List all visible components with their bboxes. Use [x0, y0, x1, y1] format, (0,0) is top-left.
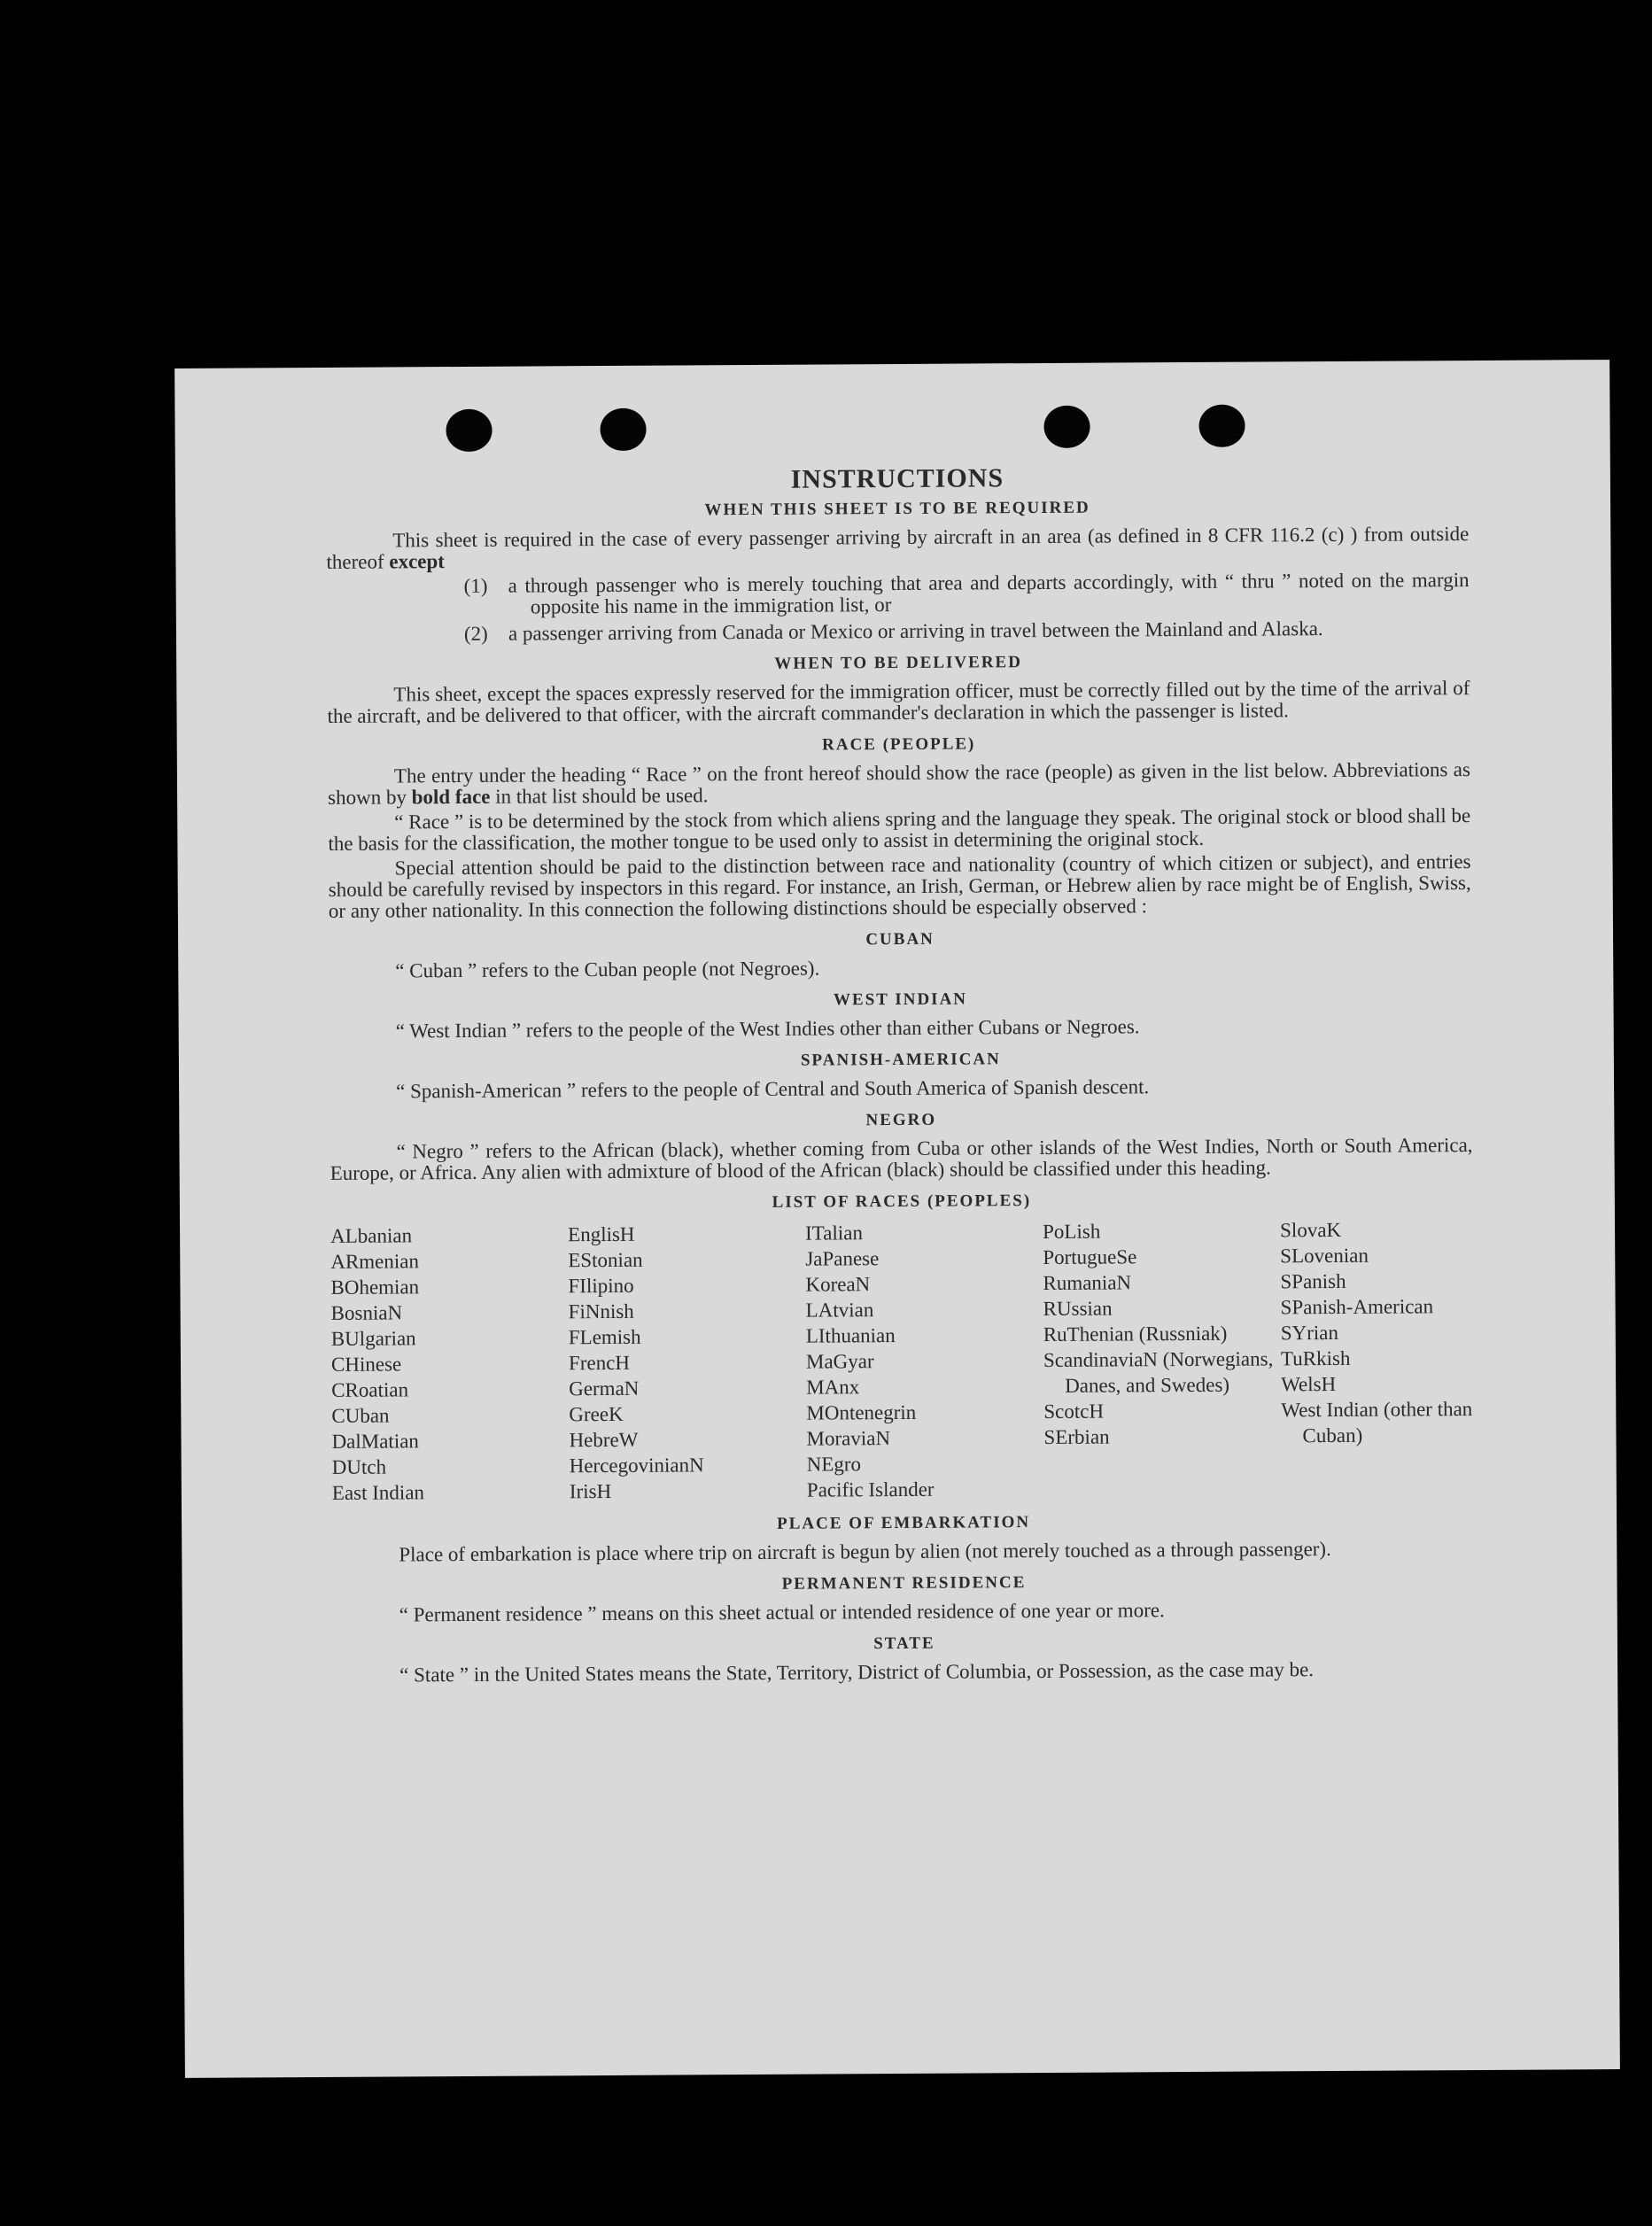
race-entry: KoreaN — [805, 1273, 871, 1296]
race-entry: SlovaK — [1280, 1218, 1342, 1242]
section-heading-races-list: LIST OF RACES (PEOPLES) — [772, 1191, 1032, 1212]
section-heading-negro: NEGRO — [865, 1110, 937, 1130]
races-list — [330, 1216, 1475, 1506]
race-entry: SYrian — [1280, 1321, 1339, 1345]
exception-text: a through passenger who is merely touching that area and departs accordingly, with “ thru ” noted on the margin opposite his name in the immigration list, or — [508, 569, 1470, 618]
bold-face-phrase: bold face — [411, 785, 491, 809]
section-heading-embarkation: PLACE OF EMBARKATION — [777, 1513, 1031, 1533]
race-entry: WelsH — [1281, 1372, 1337, 1396]
section-heading-west-indian: WEST INDIAN — [833, 989, 968, 1010]
spanish-american-paragraph: “ Spanish-American ” refers to the people of Central and South America of Spanish descent. — [396, 1075, 1150, 1103]
delivered-paragraph: This sheet, except the spaces expressly reserved for the immigration officer, must be correctly filled out by the time of the arrival of the aircraft, and be delivered to that officer, with the aircraft commander's declaration in which the passenger is listed. — [327, 677, 1470, 727]
cuban-paragraph: “ Cuban ” refers to the Cuban people (not Negroes). — [395, 957, 820, 982]
exception-item — [464, 570, 1470, 618]
race-entry: FrencH — [568, 1351, 631, 1375]
punch-hole — [1043, 406, 1090, 448]
section-heading-required: WHEN THIS SHEET IS TO BE REQUIRED — [704, 498, 1090, 520]
punch-hole — [446, 409, 492, 452]
race-entry: Pacific Islander — [806, 1478, 935, 1501]
race-entry: PortugueSe — [1043, 1245, 1137, 1268]
section-heading-delivered: WHEN TO BE DELIVERED — [774, 653, 1022, 673]
race-paragraph-1 — [328, 759, 1470, 809]
race-entry: SErbian — [1043, 1425, 1110, 1448]
race-entry: ALbanian — [330, 1224, 413, 1247]
race-p1-end: in that list should be used. — [495, 784, 709, 808]
race-entry: MOntenegrin — [806, 1400, 917, 1424]
section-heading-spanish-american: SPANISH-AMERICAN — [800, 1050, 1001, 1070]
race-entry: East Indian — [331, 1481, 425, 1504]
section-heading-residence: PERMANENT RESIDENCE — [781, 1573, 1027, 1594]
race-entry: CRoatian — [331, 1378, 409, 1401]
race-entry: CHinese — [330, 1353, 402, 1376]
race-entry: IrisH — [569, 1479, 612, 1503]
race-entry: ScandinaviaN (Norwegians, Danes, and Swedes) — [1043, 1347, 1274, 1397]
exception-item — [464, 617, 1470, 645]
race-entry: SPanish — [1280, 1269, 1346, 1293]
race-entry: EStonian — [568, 1248, 643, 1272]
race-entry: LIthuanian — [805, 1324, 896, 1347]
race-entry: ARmenian — [330, 1250, 420, 1273]
exception-number: (2) — [463, 622, 488, 645]
race-entry: West Indian (other than Cuban) — [1281, 1398, 1473, 1447]
page-title: INSTRUCTIONS — [790, 463, 1004, 494]
race-entry: RUssian — [1043, 1297, 1113, 1320]
race-entry: LAtvian — [805, 1299, 874, 1322]
race-entry: GermaN — [569, 1377, 640, 1400]
required-intro: This sheet is required in the case of every passenger arriving by aircraft in an area (as defined in 8 CFR 116.2 (c) ) from outside thereof — [326, 523, 1470, 573]
race-entry: JaPanese — [805, 1247, 880, 1270]
race-entry: GreeK — [569, 1402, 624, 1426]
race-entry: BOhemian — [330, 1276, 420, 1299]
race-entry: MoraviaN — [806, 1427, 891, 1450]
section-heading-cuban: CUBAN — [865, 929, 935, 950]
negro-paragraph: “ Negro ” refers to the African (black), whether coming from Cuba or other islands of the West Indies, North or South America, Europe, or Africa. Any alien with admixture of blood of the African (black) should be classified under this heading. — [330, 1134, 1473, 1184]
races-column — [568, 1221, 807, 1505]
race-entry: PoLish — [1043, 1220, 1101, 1243]
instructions-content — [326, 465, 1476, 1690]
race-paragraph-3: Special attention should be paid to the distinction between race and nationality (country of which citizen or subject), and entries should be carefully revised by inspectors in this regard. For instance, an Irish, German, or Hebrew alien by race might be of English, Swiss, or any other nationality. In this connection the following distinctions should be especially observed : — [328, 850, 1471, 922]
state-paragraph: “ State ” in the United States means the State, Territory, District of Columbia, or Possession, as the case may be. — [399, 1658, 1315, 1687]
race-entry: ScotcH — [1043, 1400, 1105, 1423]
exception-number: (1) — [463, 574, 488, 597]
race-entry: EnglisH — [568, 1222, 635, 1246]
races-column — [330, 1222, 570, 1506]
punch-hole — [1198, 405, 1245, 447]
race-p1-start: The entry under the heading “ Race ” on the front hereof should show the race (people) as given in the list below. Abbreviations as shown by — [328, 758, 1470, 809]
race-entry: MAnx — [806, 1376, 860, 1399]
section-heading-state: STATE — [873, 1633, 935, 1654]
races-column — [1043, 1217, 1282, 1501]
race-entry: FLemish — [568, 1325, 641, 1349]
race-entry: FIlipino — [568, 1274, 634, 1298]
punch-hole — [600, 408, 646, 451]
required-paragraph — [326, 524, 1469, 573]
except-word: except — [389, 550, 446, 573]
race-entry: FiNnish — [568, 1299, 634, 1323]
embarkation-paragraph: Place of embarkation is place where trip on aircraft is begun by alien (not merely touched as a through passenger). — [399, 1538, 1331, 1566]
race-entry: DalMatian — [331, 1430, 419, 1453]
race-paragraph-2: “ Race ” is to be determined by the stock from which aliens spring and the language they speak. The original stock or blood shall be the basis for the classification, the mother tongue to be used only to assist in determining the original stock. — [328, 804, 1471, 855]
race-entry: ITalian — [805, 1222, 863, 1245]
race-entry: NEgro — [806, 1453, 862, 1476]
race-entry: TuRkish — [1280, 1346, 1351, 1370]
race-entry: BosniaN — [330, 1301, 403, 1324]
race-entry: RumaniaN — [1043, 1271, 1132, 1294]
residence-paragraph: “ Permanent residence ” means on this sheet actual or intended residence of one year or more. — [399, 1599, 1165, 1626]
race-entry: DUtch — [331, 1455, 387, 1478]
race-entry: HebreW — [569, 1428, 639, 1452]
race-entry: SPanish-American — [1280, 1295, 1434, 1319]
race-entry: MaGyar — [805, 1350, 874, 1373]
section-heading-race: RACE (PEOPLE) — [822, 734, 976, 755]
exception-text: a passenger arriving from Canada or Mexico or arriving in travel between the Mainland and Alaska. — [508, 617, 1323, 645]
west-indian-paragraph: “ West Indian ” refers to the people of the West Indies other than either Cubans or Negroes. — [395, 1015, 1140, 1043]
races-column — [805, 1219, 1044, 1503]
race-entry: CUban — [331, 1404, 390, 1427]
race-entry: SLovenian — [1280, 1244, 1369, 1268]
race-entry: HercegovinianN — [569, 1454, 704, 1478]
race-entry: RuThenian (Russniak) — [1043, 1322, 1228, 1346]
races-column — [1280, 1216, 1475, 1500]
race-entry: BUlgarian — [330, 1327, 416, 1350]
document-sheet — [175, 360, 1620, 2078]
